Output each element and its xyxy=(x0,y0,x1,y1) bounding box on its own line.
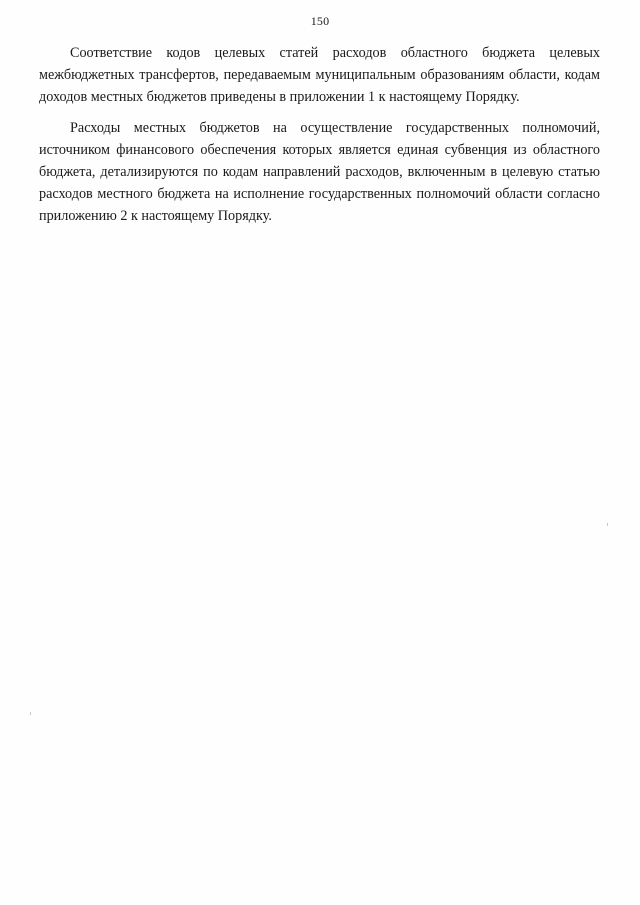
page-number: 150 xyxy=(310,14,330,28)
scan-speck xyxy=(607,523,608,526)
document-body xyxy=(39,42,600,228)
paragraph-target-codes: Соответствие кодов целевых статей расходов областного бюджета целевых межбюджетных трансфертов, передаваемым муниципальным образованиям области, кодам доходов местных бюджетов приведены в приложении 1 к настоящему Порядку. xyxy=(39,45,600,106)
scan-speck xyxy=(30,712,31,715)
paragraph-local-expenses: Расходы местных бюджетов на осуществление государственных полномочий, источником финансового обеспечения которых является единая субвенция из областного бюджета, детализируются по кодам направлений расходов, включенным в целевую статью расходов местного бюджета на исполнение государственных полномочий области согласно приложению 2 к настоящему Порядку. xyxy=(39,119,600,225)
